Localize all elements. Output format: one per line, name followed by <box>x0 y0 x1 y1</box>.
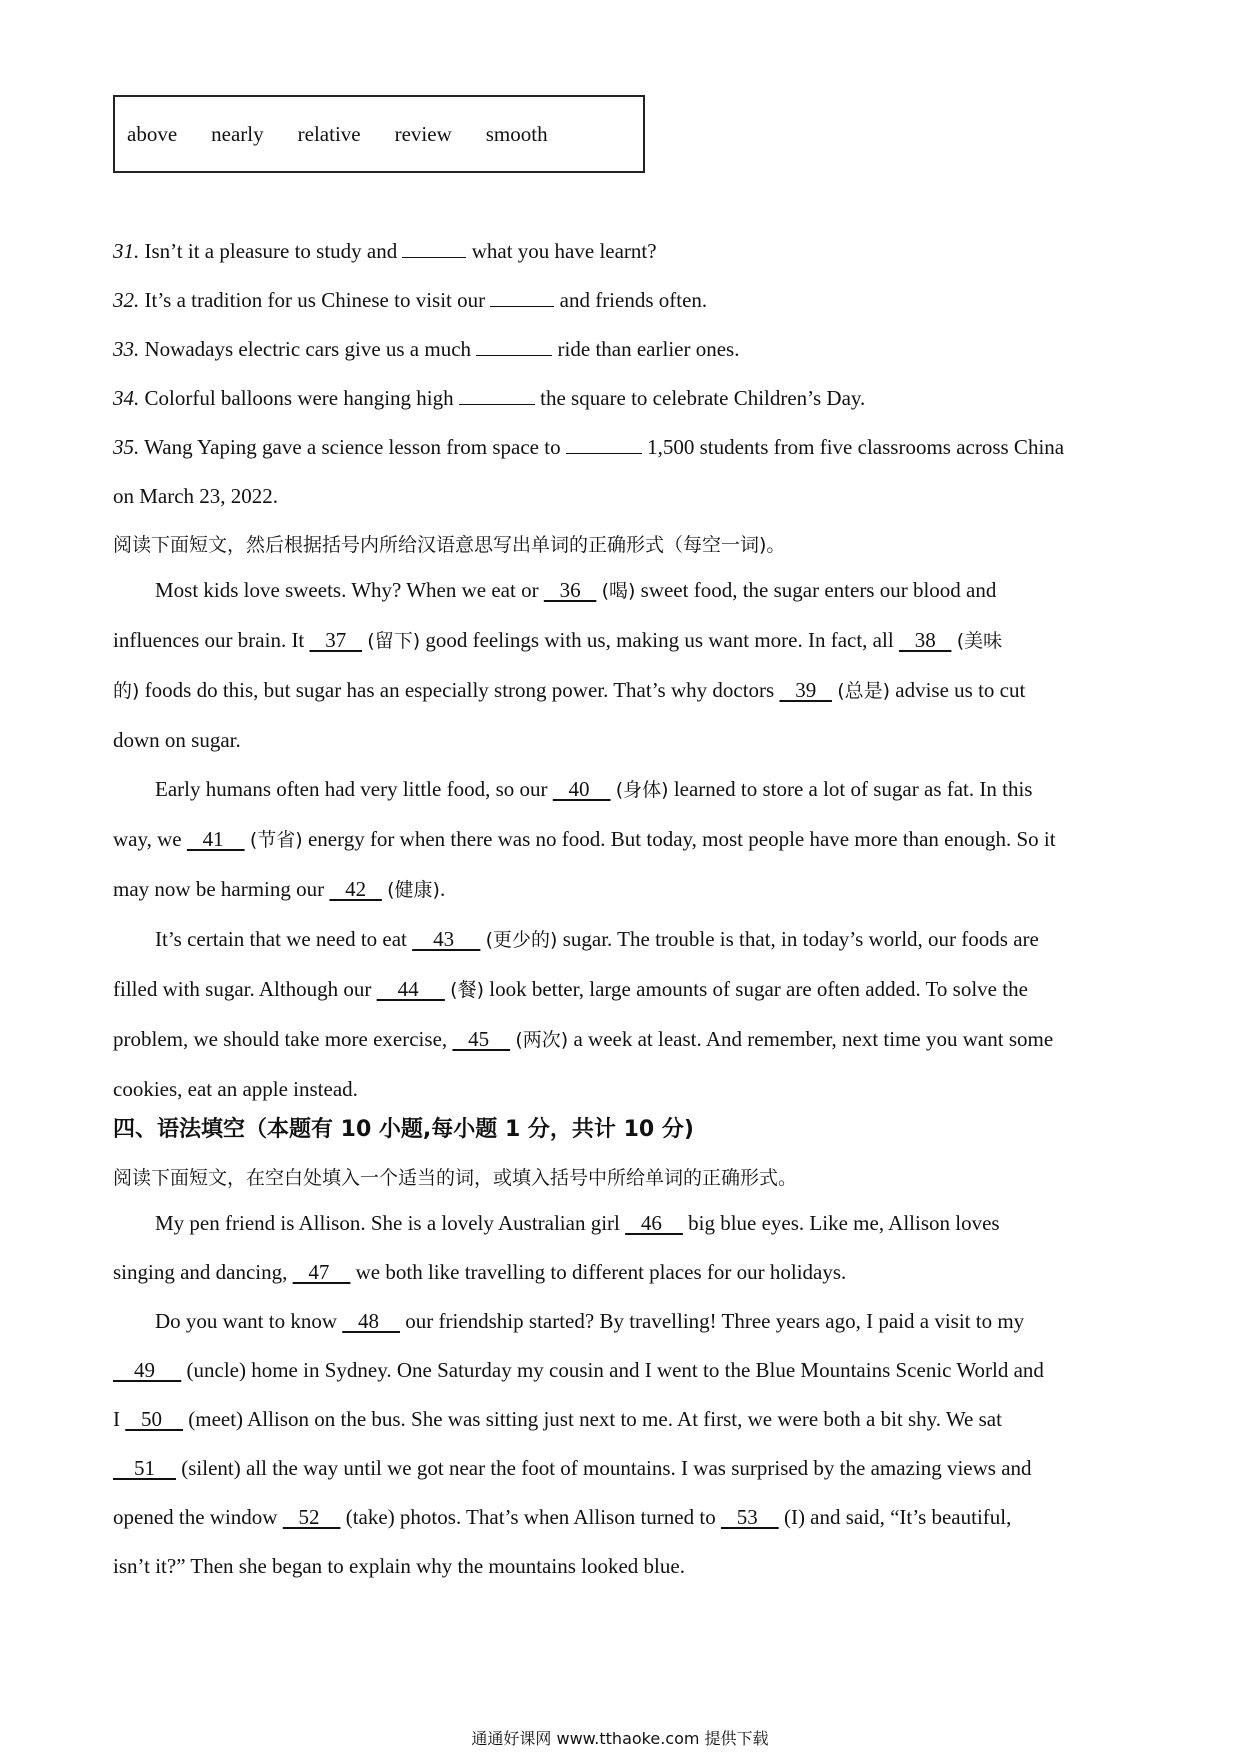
blank-45[interactable]: 45 <box>452 1027 511 1051</box>
question-number: 33. <box>113 337 140 361</box>
blank-50[interactable]: 50 <box>125 1407 183 1431</box>
answer-blank[interactable] <box>476 335 552 356</box>
word-bank-item: review <box>394 121 452 146</box>
section4-instruction: 阅读下面短文，在空白处填入一个适当的词，或填入括号中所给单词的正确形式。 <box>113 1167 798 1189</box>
blank-43[interactable]: 43 <box>412 927 481 951</box>
blank-52[interactable]: 52 <box>282 1505 341 1529</box>
passage-line: singing and dancing, 47 we both like travelling to different places for our holidays. <box>113 1248 1133 1297</box>
question-31 <box>113 236 657 266</box>
passage-line: way, we 41 (节省) energy for when there was no food. But today, most people have more than enough. So it <box>113 815 1133 865</box>
blank-40[interactable]: 40 <box>552 777 611 801</box>
passage-line: I 50 (meet) Allison on the bus. She was sitting just next to me. At first, we were both a bit shy. We sat <box>113 1395 1133 1444</box>
page-footer: 通通好课网 www.tthaoke.com 提供下载 <box>471 1729 769 1748</box>
answer-blank[interactable] <box>402 237 466 258</box>
section4-heading: 四、语法填空（本题有 10 小题,每小题 1 分，共计 10 分) <box>113 1117 694 1142</box>
passage-line: Early humans often had very little food, so our 40 (身体) learned to store a lot of sugar as fat. In this <box>113 765 1133 815</box>
blank-53[interactable]: 53 <box>720 1505 779 1529</box>
passage-line: cookies, eat an apple instead. <box>113 1077 358 1101</box>
question-33 <box>113 334 739 364</box>
passage-line: 的) foods do this, but sugar has an especially strong power. That’s why doctors 39 (总是) advise us to cut <box>113 666 1133 716</box>
passage-line: down on sugar. <box>113 728 241 752</box>
passage-line: It’s certain that we need to eat 43 (更少的) sugar. The trouble is that, in today’s world, our foods are <box>113 915 1133 965</box>
question-text: Nowadays electric cars give us a much <box>144 337 477 361</box>
blank-47[interactable]: 47 <box>292 1260 351 1284</box>
passage-line: may now be harming our 42 (健康). <box>113 865 1133 915</box>
question-35-continued: on March 23, 2022. <box>113 484 279 508</box>
blank-49[interactable]: 49 <box>113 1358 182 1382</box>
passage-line: isn’t it?” Then she began to explain why the mountains looked blue. <box>113 1554 685 1578</box>
word-bank-item: smooth <box>485 121 548 146</box>
question-number: 32. <box>113 288 140 312</box>
blank-39[interactable]: 39 <box>779 678 832 702</box>
answer-blank[interactable] <box>566 433 642 454</box>
blank-37[interactable]: 37 <box>309 628 363 652</box>
question-number: 34. <box>113 386 140 410</box>
question-text: 1,500 students from five classrooms across China <box>641 435 1065 459</box>
word-bank-item: relative <box>297 121 361 146</box>
passage-line: 51 (silent) all the way until we got near the foot of mountains. I was surprised by the amazing views and <box>113 1444 1133 1493</box>
question-text: Colorful balloons were hanging high <box>144 386 459 410</box>
blank-51[interactable]: 51 <box>113 1456 176 1480</box>
passage1 <box>113 566 1133 1114</box>
blank-48[interactable]: 48 <box>342 1309 400 1333</box>
section3-instruction: 阅读下面短文，然后根据括号内所给汉语意思写出单词的正确形式（每空一词)。 <box>113 534 786 556</box>
passage-line: filled with sugar. Although our 44 (餐) look better, large amounts of sugar are often added. To solve the <box>113 965 1133 1015</box>
passage-line: opened the window 52 (take) photos. That’s when Allison turned to 53 (I) and said, “It’s beautiful, <box>113 1493 1133 1542</box>
blank-44[interactable]: 44 <box>376 977 445 1001</box>
question-34 <box>113 383 865 413</box>
question-35 <box>113 432 1064 462</box>
passage2 <box>113 1199 1133 1591</box>
question-text: what you have learnt? <box>466 239 657 263</box>
passage-line: 49 (uncle) home in Sydney. One Saturday my cousin and I went to the Blue Mountains Scenic World and <box>113 1346 1133 1395</box>
blank-36[interactable]: 36 <box>543 578 597 602</box>
word-bank-box <box>113 95 645 173</box>
question-text: Isn’t it a pleasure to study and <box>144 239 403 263</box>
word-bank-item: nearly <box>211 121 264 146</box>
passage-line: problem, we should take more exercise, 45 (两次) a week at least. And remember, next time you want some <box>113 1015 1133 1065</box>
answer-blank[interactable] <box>490 286 554 307</box>
question-text: and friends often. <box>554 288 708 312</box>
question-text: the square to celebrate Children’s Day. <box>534 386 866 410</box>
blank-41[interactable]: 41 <box>186 827 245 851</box>
passage-line: Do you want to know 48 our friendship started? By travelling! Three years ago, I paid a visit to my <box>113 1297 1133 1346</box>
passage-line: influences our brain. It 37 (留下) good feelings with us, making us want more. In fact, all 38 (美味 <box>113 616 1133 666</box>
passage-line: My pen friend is Allison. She is a lovely Australian girl 46 big blue eyes. Like me, Allison loves <box>113 1199 1133 1248</box>
question-text: It’s a tradition for us Chinese to visit our <box>144 288 491 312</box>
question-text: Wang Yaping gave a science lesson from space to <box>144 435 566 459</box>
question-text: ride than earlier ones. <box>552 337 740 361</box>
blank-46[interactable]: 46 <box>625 1211 683 1235</box>
blank-42[interactable]: 42 <box>329 877 382 901</box>
word-bank-item: above <box>127 121 178 146</box>
question-number: 31. <box>113 239 140 263</box>
question-32 <box>113 285 707 315</box>
blank-38[interactable]: 38 <box>898 628 952 652</box>
passage-line: Most kids love sweets. Why? When we eat or 36 (喝) sweet food, the sugar enters our blood and <box>113 566 1133 616</box>
answer-blank[interactable] <box>459 384 535 405</box>
question-number: 35. <box>113 435 140 459</box>
